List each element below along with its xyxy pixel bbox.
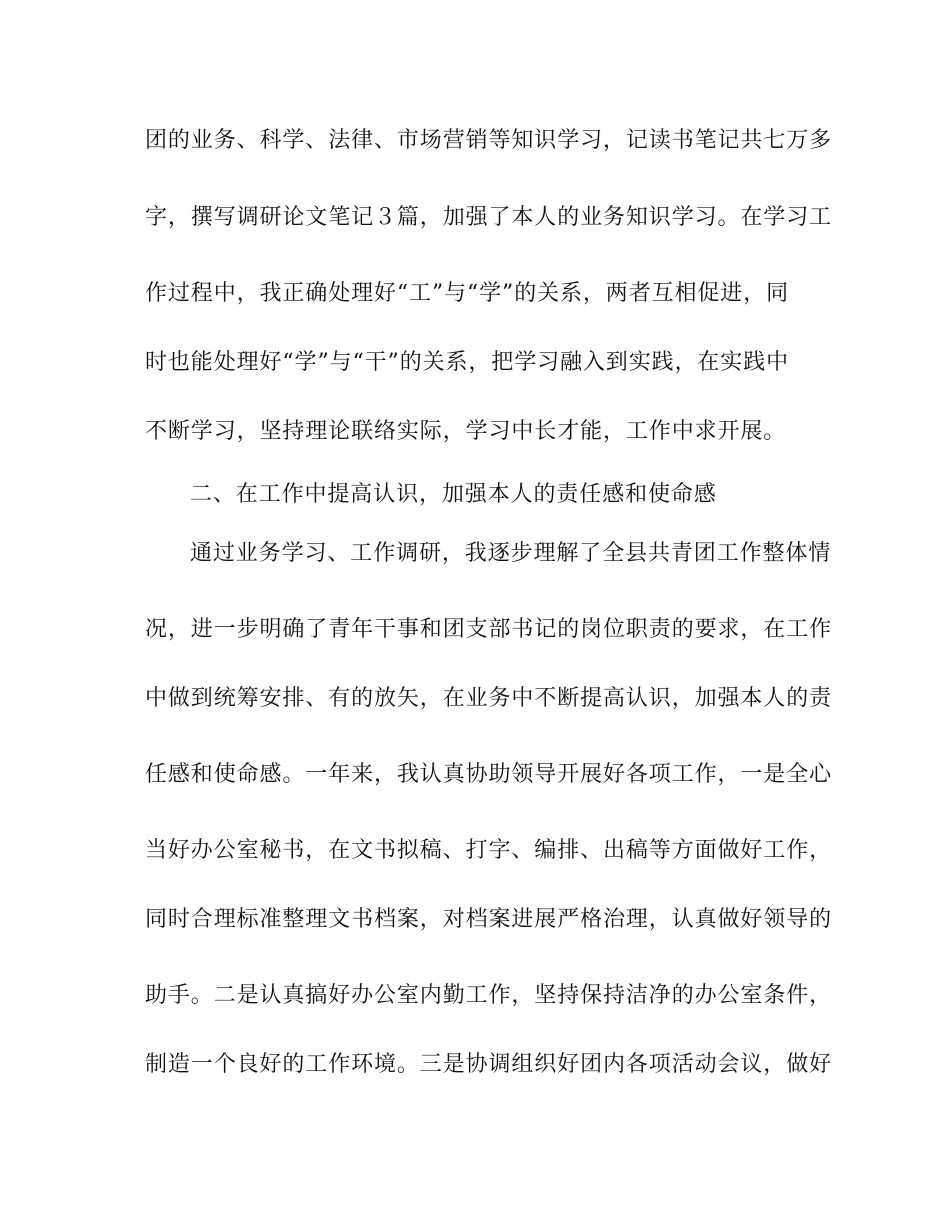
paragraph-line: 中做到统筹安排、有的放矢，在业务中不断提高认识，加强本人的责 [145,686,833,711]
paragraph-line: 不断学习，坚持理论联络实际，学习中长才能，工作中求开展。 [145,419,787,444]
paragraph-line: 同时合理标准整理文书档案，对档案进展严格治理，认真做好领导的 [145,907,833,932]
section-heading: 二、在工作中提高认识，加强本人的责任感和使命感 [190,482,717,507]
paragraph-line: 通过业务学习、工作调研，我逐步理解了全县共青团工作整体情 [190,541,832,566]
paragraph-line: 字，撰写调研论文笔记３篇，加强了本人的业务知识学习。在学习工 [145,205,833,230]
paragraph-line: 当好办公室秘书，在文书拟稿、打字、编排、出稿等方面做好工作， [145,838,833,863]
paragraph-line: 况，进一步明确了青年干事和团支部书记的岗位职责的要求，在工作 [145,617,833,642]
paragraph-line: 团的业务、科学、法律、市场营销等知识学习，记读书笔记共七万多 [145,128,833,153]
paragraph-line: 任感和使命感。一年来，我认真协助领导开展好各项工作，一是全心 [145,762,833,787]
paragraph-line: 作过程中，我正确处理好“工”与“学”的关系，两者互相促进，同 [145,281,789,306]
paragraph-line: 助手。二是认真搞好办公室内勤工作，坚持保持洁净的办公室条件， [145,983,833,1008]
paragraph-line: 时也能处理好“学”与“干”的关系，把学习融入到实践，在实践中 [145,350,789,375]
paragraph-line: 制造一个良好的工作环境。三是协调组织好团内各项活动会议，做好 [145,1052,833,1077]
